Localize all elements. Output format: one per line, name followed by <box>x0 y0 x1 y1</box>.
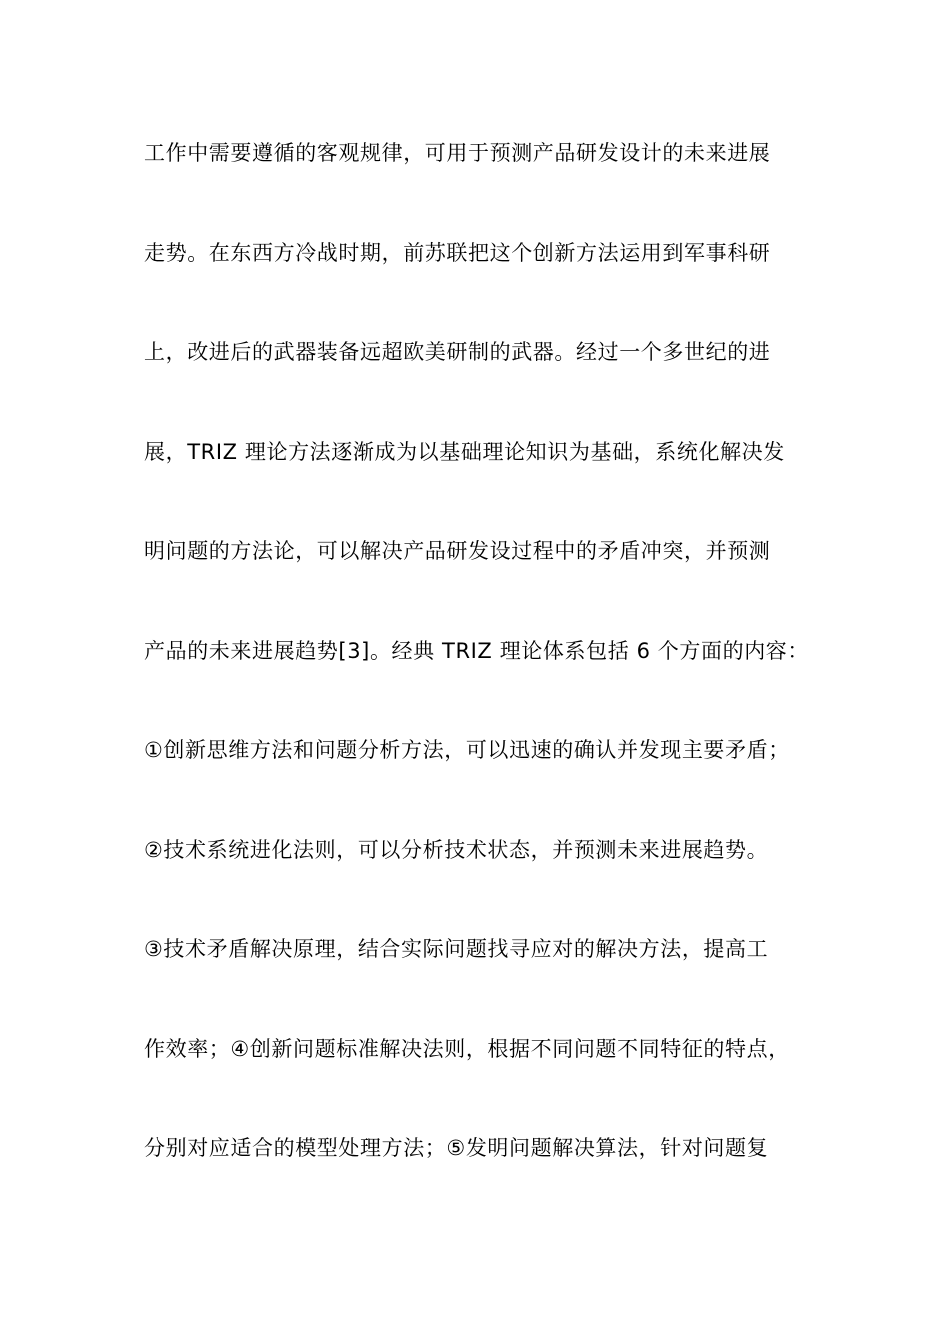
text-line: ②技术系统进化法则，可以分析技术状态，并预测未来进展趋势。 <box>144 837 769 862</box>
text-line: 工作中需要遵循的客观规律，可用于预测产品研发设计的未来进展 <box>144 141 771 165</box>
text-line: 展，TRIZ 理论方法逐渐成为以基础理论知识为基础，系统化解决发 <box>144 439 785 464</box>
text-line: 走势。在东西方冷战时期，前苏联把这个创新方法运用到军事科研 <box>144 240 771 265</box>
body-text <box>144 128 844 1223</box>
text-line: ①创新思维方法和问题分析方法，可以迅速的确认并发现主要矛盾； <box>144 738 790 762</box>
text-line: ③技术矛盾解决原理，结合实际问题找寻应对的解决方法，提高工 <box>144 937 769 961</box>
text-line: 产品的未来进展趋势[3]。经典 TRIZ 理论体系包括 6 个方面的内容： <box>144 638 810 663</box>
text-line: 明问题的方法论，可以解决产品研发设过程中的矛盾冲突，并预测 <box>144 539 771 563</box>
text-line: 分别对应适合的模型处理方法；⑤发明问题解决算法，针对问题复 <box>144 1136 769 1160</box>
text-line: 上，改进后的武器装备远超欧美研制的武器。经过一个多世纪的进 <box>144 340 771 364</box>
text-line: 作效率；④创新问题标准解决法则，根据不同问题不同特征的特点， <box>144 1036 790 1061</box>
